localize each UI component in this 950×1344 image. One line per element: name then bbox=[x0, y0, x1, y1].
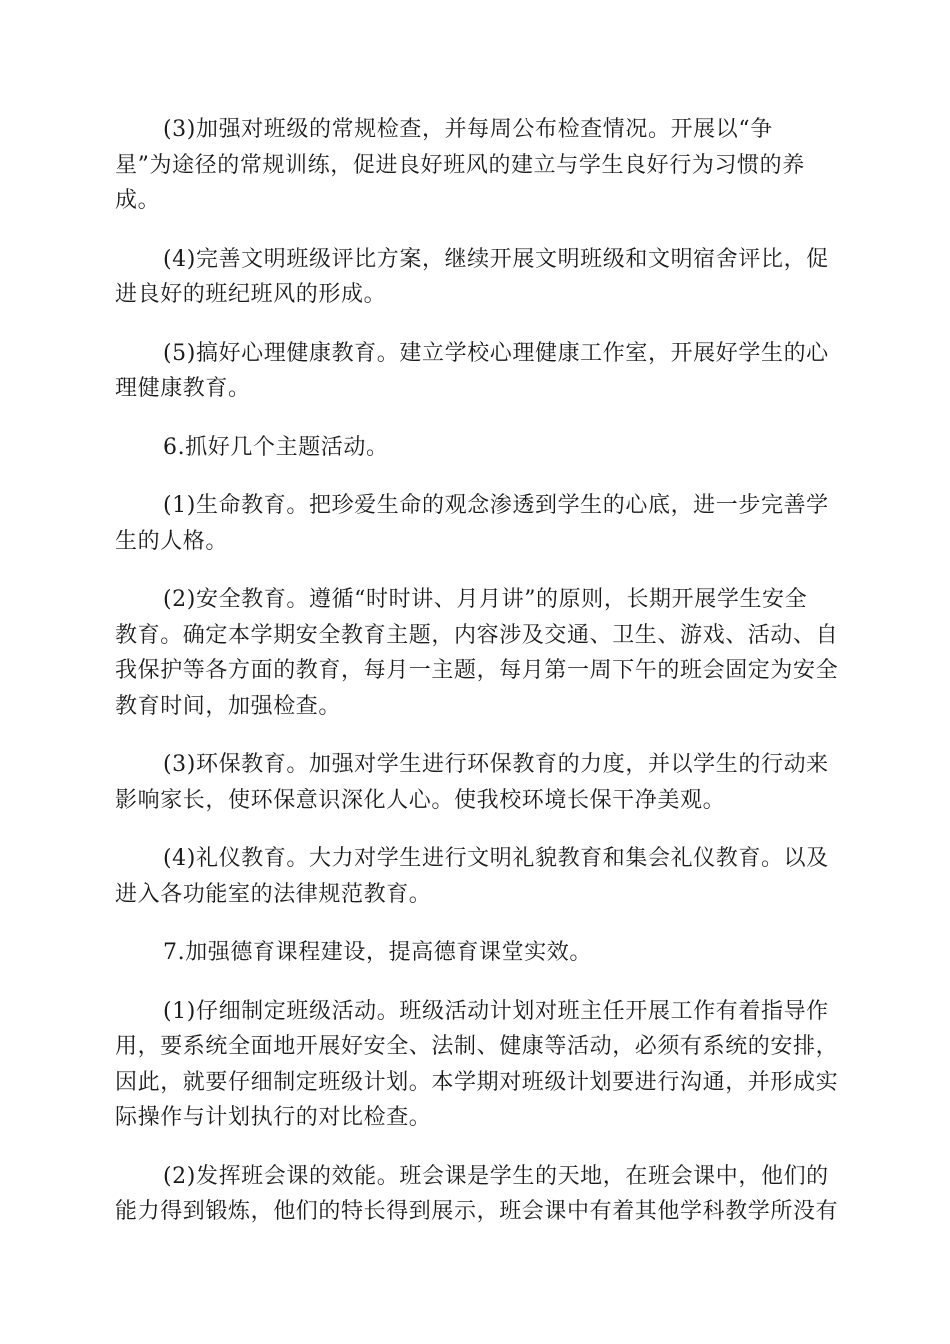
text-line: 星”为途径的常规训练，促进良好班风的建立与学生良好行为习惯的养 bbox=[115, 152, 805, 178]
paragraph-3-routine-inspection bbox=[115, 112, 835, 219]
text-line: (2)发挥班会课的效能。班会课是学生的天地，在班会课中，他们的 bbox=[163, 1163, 829, 1189]
text-line: 教育时间，加强检查。 bbox=[115, 693, 342, 719]
text-line: 因此，就要仔细制定班级计划。本学期对班级计划要进行沟通，并形成实 bbox=[115, 1069, 839, 1095]
text-line: (5)搞好心理健康教育。建立学校心理健康工作室，开展好学生的心 bbox=[163, 340, 829, 366]
text-line: (1)生命教育。把珍爱生命的观念渗透到学生的心底，进一步完善学 bbox=[163, 493, 829, 518]
text-line: (3)加强对班级的常规检查，并每周公布检查情况。开展以“争 bbox=[163, 117, 773, 142]
text-line: 际操作与计划执行的对比检查。 bbox=[115, 1105, 432, 1130]
text-line: (2)安全教育。遵循“时时讲、月月讲”的原则，长期开展学生安全 bbox=[163, 587, 808, 612]
paragraph-5-mental-health bbox=[115, 336, 835, 407]
text-line: 我保护等各方面的教育，每月一主题，每月第一周下午的班会固定为安全 bbox=[115, 658, 839, 683]
text-line: 进入各功能室的法律规范教育。 bbox=[115, 881, 432, 907]
section-heading-6-theme-activities bbox=[115, 430, 835, 466]
text-line: 生的人格。 bbox=[115, 528, 229, 554]
text-line: 成。 bbox=[115, 188, 161, 213]
text-line: (4)礼仪教育。大力对学生进行文明礼貌教育和集会礼仪教育。以及 bbox=[163, 846, 829, 871]
paragraph-4-civilized-class bbox=[115, 242, 835, 313]
text-line: 影响家长，使环保意识深化人心。使我校环境长保干净美观。 bbox=[115, 787, 726, 813]
text-line: 6.抓好几个主题活动。 bbox=[163, 434, 389, 460]
text-line: (1)仔细制定班级活动。班级活动计划对班主任开展工作有着指导作 bbox=[163, 998, 829, 1024]
text-line: 理健康教育。 bbox=[115, 376, 251, 401]
paragraph-4-etiquette-education bbox=[115, 841, 835, 912]
text-line: 7.加强德育课程建设，提高德育课堂实效。 bbox=[163, 940, 592, 965]
text-line: 进良好的班纪班风的形成。 bbox=[115, 282, 387, 307]
text-line: (3)环保教育。加强对学生进行环保教育的力度，并以学生的行动来 bbox=[163, 752, 829, 777]
text-line: 教育。确定本学期安全教育主题，内容涉及交通、卫生、游戏、活动、自 bbox=[115, 622, 839, 648]
text-line: 用，要系统全面地开展好安全、法制、健康等活动，必须有系统的安排， bbox=[115, 1034, 839, 1059]
document-body bbox=[115, 112, 839, 1253]
text-line: 能力得到锻炼，他们的特长得到展示，班会课中有着其他学科教学所没有 bbox=[115, 1199, 839, 1224]
paragraph-1-life-education bbox=[115, 488, 835, 559]
text-line: (4)完善文明班级评比方案，继续开展文明班级和文明宿舍评比，促 bbox=[163, 246, 829, 272]
section-heading-7-moral-curriculum bbox=[115, 935, 835, 971]
paragraph-1-class-activities bbox=[115, 994, 839, 1136]
paragraph-2-class-meeting bbox=[115, 1159, 839, 1230]
paragraph-3-environmental-education bbox=[115, 747, 835, 818]
paragraph-2-safety-education bbox=[115, 582, 839, 724]
